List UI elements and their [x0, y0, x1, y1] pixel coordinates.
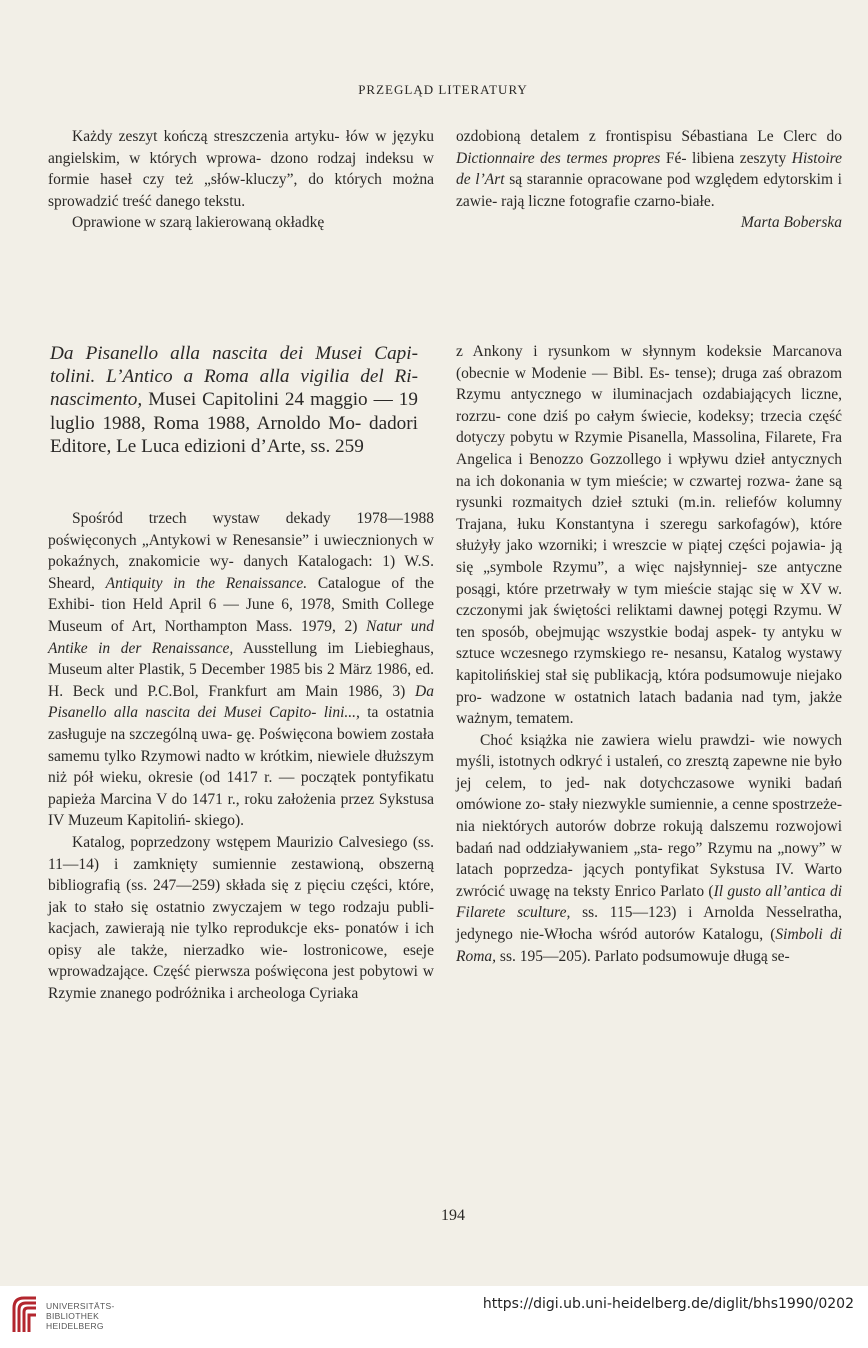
library-name: UNIVERSITÄTS- BIBLIOTHEK HEIDELBERG	[46, 1301, 115, 1331]
book-title: Da Pisanello alla nascita dei Musei Capi- tolini. L’Antico a Roma alla vigilia del Ri- nascimento,	[50, 343, 418, 411]
right-column	[456, 341, 842, 967]
paragraph: ozdobioną detalem z frontispisu Sébastiana Le Clerc do Dictionnaire des termes propres Fé- libiena zeszyty Histoire de l’Art są starannie opracowane pod względem edytorskim i zawie- rają liczne fotografie czarno-białe.	[456, 128, 842, 210]
top-right-text	[456, 126, 842, 234]
review-entry-heading	[50, 342, 418, 458]
library-logo-icon	[10, 1294, 40, 1336]
paragraph: Katalog, poprzedzony wstępem Maurizio Calvesiego (ss. 11—14) i zamknięty sumiennie zestawioną, obszerną bibliografią (ss. 247—259) składa się z pięciu części, które, jak to stało się ostatnio zwyczajem w tego rodzaju publi- kacjach, zawierają nie tylko reprodukcje eks- ponatów i ich opisy ale także, nierzadko wie- lostronicowe, eseje wprowadzające. Część pierwsza poświęcona jest pobytowi w Rzymie znanego podróżnika i archeologa Cyriaka	[48, 833, 434, 1003]
paragraph: Choć książka nie zawiera wielu prawdzi- wie nowych myśli, istotnych odkryć i ustaleń, co zresztą zapewne nie było jej celem, to jed- nak dotychczasowe wyniki badań omówione zo- stały niezwykle sumiennie, a cenne spostrzeże- nia niektórych autorów dobrze rokują dalszemu rozwojowi badań nad oddziaływaniem „sta- rego” Rzymu na „nowy” w latach poprzedza- jących pontyfikat Sykstusa IV. Warto zwrócić uwagę na teksty Enrico Parlato (Il gusto all’antica di Filarete sculture, ss. 115—123) i Arnolda Nesselratha, jedynego nie-Włocha wśród autorów Katalogu, (Simboli di Roma, ss. 195—205). Parlato podsumowuje długą se-	[456, 731, 842, 965]
paragraph: z Ankony i rysunkom w słynnym kodeksie Marcanova (obecnie w Modenie — Bibl. Es- tense); druga zaś obrazom Rzymu antycznego w iluminacjach ozdabiających liczne, rozrzu- cone dziś po całym świecie, kodeksy; trzecia część dotyczy pobytu w Rzymie Pisanella, Massolina, Filarete, Fra Angelica i Benozzo Gozzollego i wpływu dzieł antycznych na ich dokonania w tym mieście; w czwartej rozwa- żane są rysunki rozmaitych dzieł sztuki (m.in. reliefów kolumny Trajana, łuku Konstantyna i szeregu sarkofagów), które służyły jako wzorniki; i wreszcie w piątej części pojawia- ją się „symbole Rzymu”, a więc najsłynniej- sze antyczne posągi, które przetrwały w tym mieście stając się w XV w. czczonymi jak świętości reliktami dawnej potęgi Rzymu. W ten sposób, obejmując wszystkie bodaj aspek- ty antyku w sztuce wczesnego rzymskiego re- nesansu, Katalog wystawy kapitolińskiej stał się publikacją, która podsumowuje niejako pro- wadzone w ostatnich latach badania nad tym, jakże ważnym, tematem.	[456, 343, 842, 728]
left-column	[48, 508, 434, 1005]
page-number: 194	[441, 1207, 465, 1224]
top-left-text	[48, 126, 434, 234]
paragraph: Oprawione w szarą lakierowaną okładkę	[72, 214, 325, 232]
review-signature: Marta Boberska	[740, 214, 842, 232]
paragraph: Spośród trzech wystaw dekady 1978—1988 poświęconych „Antykowi w Renesansie” i uwiecznionych w pokaźnych, znakomicie wy- danych Katalogach: 1) W.S. Sheard, Antiquity in the Renaissance. Catalogue of the Exhibi- tion Held April 6 — June 6, 1978, Smith College Museum of Art, Northampton Mass. 1979, 2) Natur und Antike in der Renaissance, Ausstellung im Liebieghaus, Museum alter Plastik, 5 December 1985 bis 2 März 1986, ed. H. Beck und P.C.Bol, Frankfurt am Main 1986, 3) Da Pisanello alla nascita dei Musei Capito- lini..., ta ostatnia zasługuje na szczególną uwa- gę. Poświęcona bowiem została samemu tylko Rzymowi nadto w krótkim, niewiele dłuższym niż pół wieku, okresie (od 1417 r. — początek pontyfikatu papieża Marcina V do 1471 r., roku założenia przez Sykstusa IV Muzeum Kapitoliń- skiego).	[48, 510, 434, 830]
paragraph: Każdy zeszyt kończą streszczenia artyku- łów w języku angielskim, w których wprowa- dzono rodzaj indeksu w formie haseł czy też „słów-kluczy”, do których można sprowadzić treść danego tekstu.	[48, 128, 434, 210]
permalink-url[interactable]: https://digi.ub.uni-heidelberg.de/diglit/bhs1990/0202	[482, 1296, 854, 1312]
book-details: Musei Capitolini 24 maggio — 19 luglio 1988, Roma 1988, Arnoldo Mo- dadori Editore, Le Luca edizioni d’Arte, ss. 259	[50, 389, 418, 457]
viewer-footer	[0, 1286, 868, 1348]
running-title: PRZEGLĄD LITERATURY	[358, 82, 528, 97]
